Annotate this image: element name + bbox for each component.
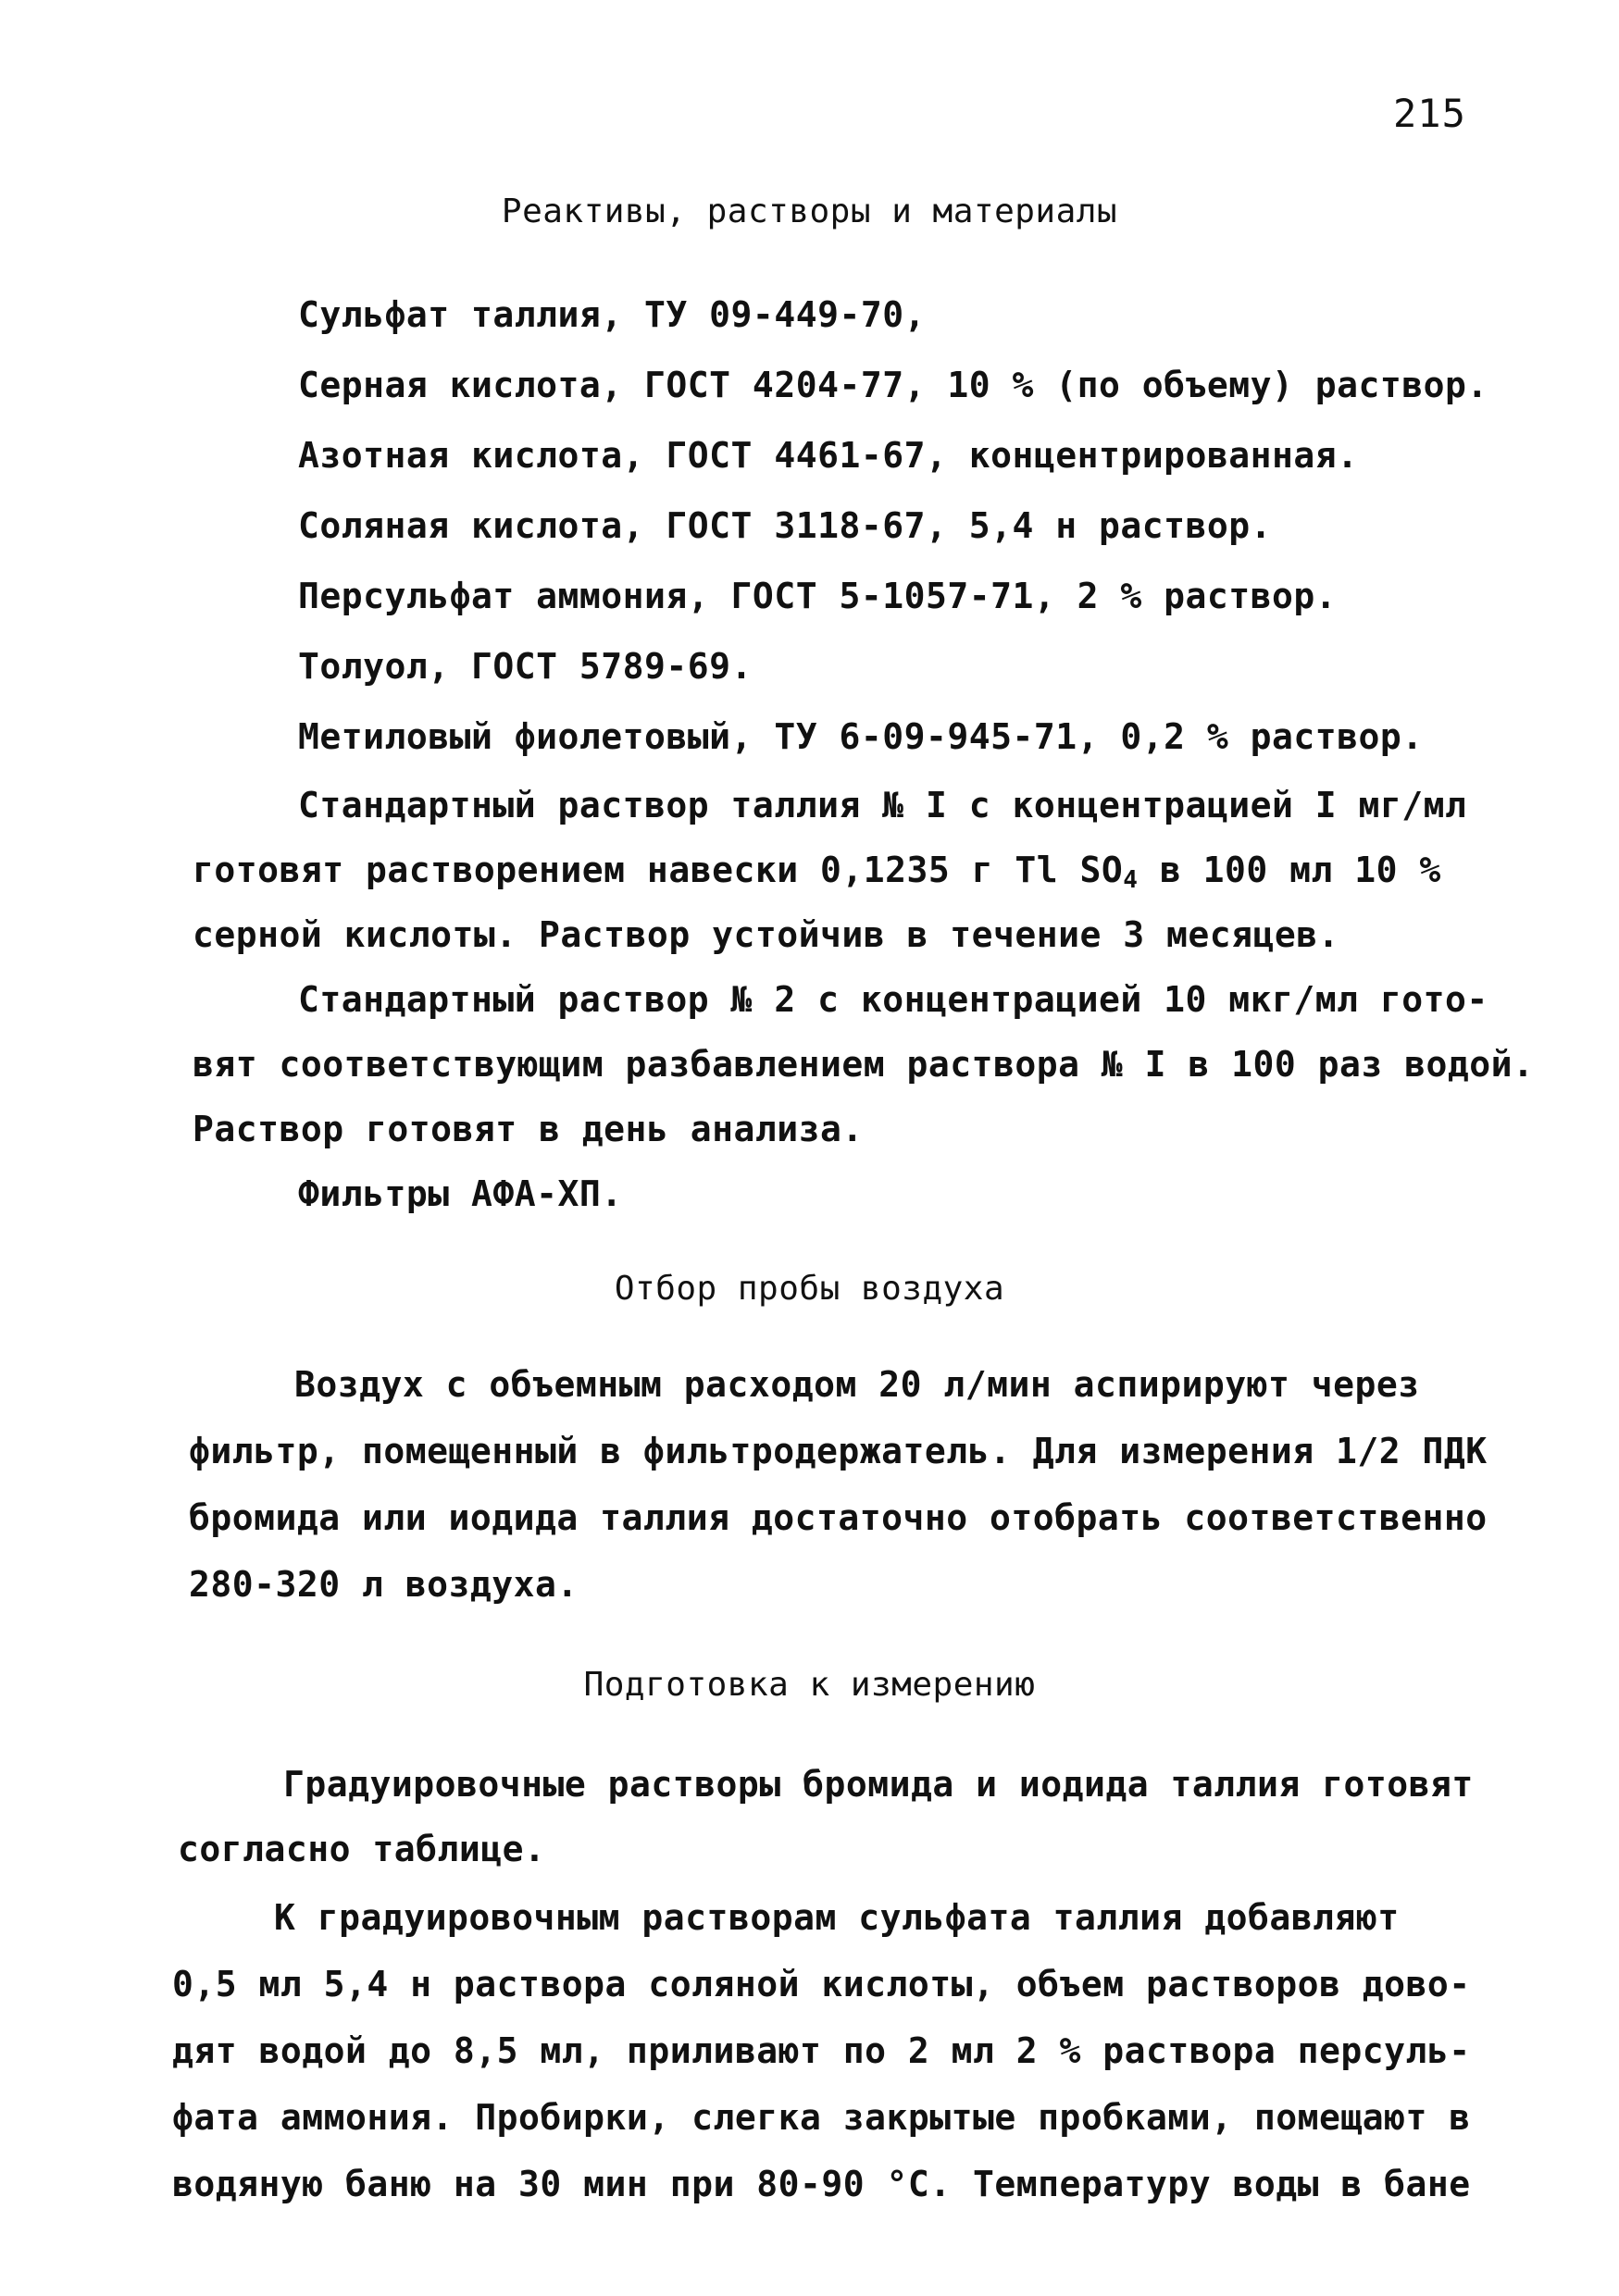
sampling-line: бромида или иодида таллия достаточно отобрать соответственно [189, 1497, 1488, 1538]
reagent-item: Метиловый фиолетовый, ТУ 6-09-945-71, 0,2 % раствор. [298, 716, 1424, 757]
preparation-line: дят водой до 8,5 мл, приливают по 2 мл 2 % раствора персуль- [172, 2030, 1471, 2071]
preparation-line: водяную баню на 30 мин при 80-90 °С. Температуру воды в бане [172, 2164, 1471, 2204]
standard1-text: готовят растворением навески 0,1235 г Tl [193, 850, 1059, 890]
reagent-item: Серная кислота, ГОСТ 4204-77, 10 % (по объему) раствор. [298, 365, 1488, 405]
section-heading-sampling: Отбор пробы воздуха [614, 1270, 1005, 1308]
reagent-item: Толуол, ГОСТ 5789-69. [298, 646, 753, 687]
section-heading-reagents: Реактивы, растворы и материалы [501, 192, 1118, 230]
standard1-line: серной кислоты. Раствор устойчив в течение 3 месяцев. [193, 914, 1340, 955]
preparation-line: К градуировочным растворам сульфата таллия добавляют [274, 1897, 1400, 1938]
sampling-line: фильтр, помещенный в фильтродержатель. Для измерения 1/2 ПДК [189, 1431, 1488, 1471]
reagent-item: Персульфат аммония, ГОСТ 5-1057-71, 2 % раствор. [298, 576, 1338, 616]
sampling-line: Воздух с объемным расходом 20 л/мин аспирируют через [294, 1364, 1420, 1405]
preparation-line: согласно таблице. [178, 1829, 546, 1869]
standard1-line: Стандартный раствор таллия № I с концентрацией I мг/мл [298, 785, 1467, 825]
formula-subscript: 4 [1123, 866, 1139, 894]
standard1-line [193, 850, 1441, 894]
section-heading-preparation: Подготовка к измерению [583, 1666, 1036, 1704]
standard2-line: вят соответствующим разбавлением раствора № I в 100 раз водой. [193, 1044, 1535, 1085]
page-number: 215 [1393, 91, 1466, 136]
standard2-line: Стандартный раствор № 2 с концентрацией 10 мкг/мл гото- [298, 979, 1488, 1020]
filters-line: Фильтры АФА-ХП. [298, 1173, 623, 1214]
reagent-item: Азотная кислота, ГОСТ 4461-67, концентрированная. [298, 435, 1359, 476]
reagent-item: Соляная кислота, ГОСТ 3118-67, 5,4 н раствор. [298, 505, 1273, 546]
standard1-text: в 100 мл 10 % [1159, 850, 1441, 890]
reagent-item: Сульфат таллия, ТУ 09-449-70, [298, 294, 926, 335]
preparation-line: Градуировочные растворы бромида и иодида таллия готовят [283, 1764, 1474, 1805]
standard2-line: Раствор готовят в день анализа. [193, 1109, 864, 1149]
preparation-line: фата аммония. Пробирки, слегка закрытые пробками, помещают в [172, 2097, 1471, 2138]
sampling-line: 280-320 л воздуха. [189, 1564, 579, 1605]
preparation-line: 0,5 мл 5,4 н раствора соляной кислоты, объем растворов дово- [172, 1964, 1471, 2004]
formula-so: SO [1079, 850, 1124, 890]
